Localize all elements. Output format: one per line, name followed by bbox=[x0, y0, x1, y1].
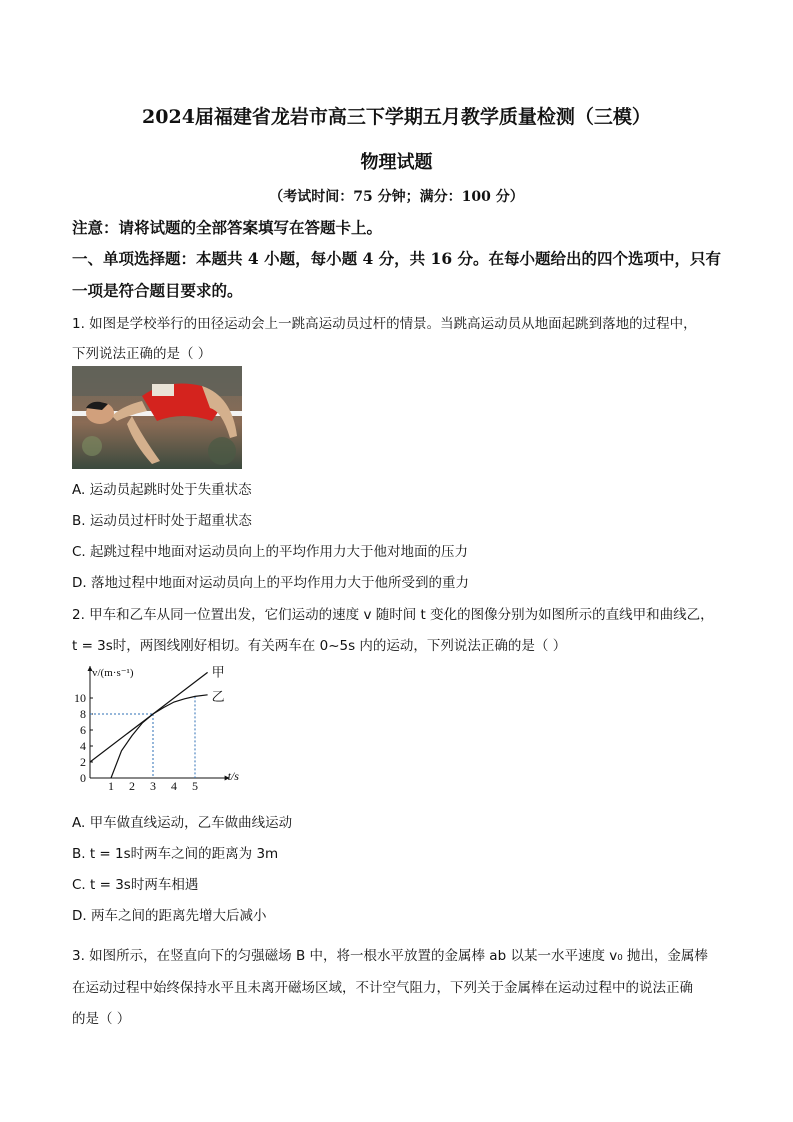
series-label-jia: 甲 bbox=[211, 664, 225, 680]
q1-stem-line1: 1. 如图是学校举行的田径运动会上一跳高运动员过杆的情景。当跳高运动员从地面起跳到落地的过程中， bbox=[72, 316, 697, 332]
series-label-yi: 乙 bbox=[211, 688, 225, 704]
x-tick-label: 4 bbox=[171, 779, 177, 790]
y-tick-label: 2 bbox=[80, 755, 86, 769]
q1-option-d: D. 落地过程中地面对运动员向上的平均作用力大于他所受到的重力 bbox=[72, 575, 469, 591]
subject-title: 物理试题 bbox=[360, 152, 433, 173]
exam-title: 2024届福建省龙岩市高三下学期五月教学质量检测（三模） bbox=[142, 106, 651, 128]
y-tick-label: 10 bbox=[74, 691, 86, 705]
section-heading-line2: 一项是符合题目要求的。 bbox=[72, 281, 243, 300]
series-line-yi bbox=[111, 695, 208, 778]
q1-stem-line2: 下列说法正确的是（ ） bbox=[72, 346, 212, 362]
q2-stem-line2: t = 3s时，两图线刚好相切。有关两车在 0~5s 内的运动，下列说法正确的是（ ） bbox=[72, 638, 567, 654]
y-axis-label: v/(m·s⁻¹) bbox=[92, 667, 134, 679]
x-tick-label: 2 bbox=[129, 779, 135, 790]
high-jump-photo bbox=[72, 366, 242, 469]
q3-stem-line3: 的是（ ） bbox=[72, 1011, 131, 1027]
q2-option-d: D. 两车之间的距离先增大后减小 bbox=[72, 908, 267, 924]
y-tick-label: 0 bbox=[80, 771, 86, 785]
x-axis-label: t/s bbox=[227, 769, 239, 783]
vt-graph-svg bbox=[72, 662, 258, 790]
q3-stem-line1: 3. 如图所示，在竖直向下的匀强磁场 B 中，将一根水平放置的金属棒 ab 以某一水平速度 v₀ 抛出，金属棒 bbox=[72, 948, 708, 964]
x-tick-label: 3 bbox=[150, 779, 156, 790]
y-tick-label: 6 bbox=[80, 723, 86, 737]
q1-option-b: B. 运动员过杆时处于超重状态 bbox=[72, 513, 252, 529]
x-tick-label: 5 bbox=[192, 779, 198, 790]
q1-option-c: C. 起跳过程中地面对运动员向上的平均作用力大于他对地面的压力 bbox=[72, 544, 469, 560]
q2-option-a: A. 甲车做直线运动，乙车做曲线运动 bbox=[72, 815, 293, 831]
y-tick-label: 8 bbox=[80, 707, 86, 721]
x-tick-label: 1 bbox=[108, 779, 114, 790]
q2-option-c: C. t = 3s时两车相遇 bbox=[72, 877, 199, 893]
q1-option-a: A. 运动员起跳时处于失重状态 bbox=[72, 482, 252, 498]
y-tick-label: 4 bbox=[80, 739, 86, 753]
q2-stem-line1: 2. 甲车和乙车从同一位置出发，它们运动的速度 v 随时间 t 变化的图像分别为如图所示的直线甲和曲线乙， bbox=[72, 607, 714, 623]
notice: 注意：请将试题的全部答案填写在答题卡上。 bbox=[72, 218, 383, 237]
q3-stem-line2: 在运动过程中始终保持水平且未离开磁场区域，不计空气阻力，下列关于金属棒在运动过程中的说法正确 bbox=[72, 980, 693, 996]
exam-info: （考试时间：75 分钟；满分：100 分） bbox=[269, 189, 524, 205]
q2-option-b: B. t = 1s时两车之间的距离为 3m bbox=[72, 846, 279, 862]
velocity-time-graph bbox=[72, 662, 258, 790]
section-heading-line1: 一、单项选择题：本题共 4 小题，每小题 4 分，共 16 分。在每小题给出的四个选项中，只有 bbox=[72, 249, 722, 268]
